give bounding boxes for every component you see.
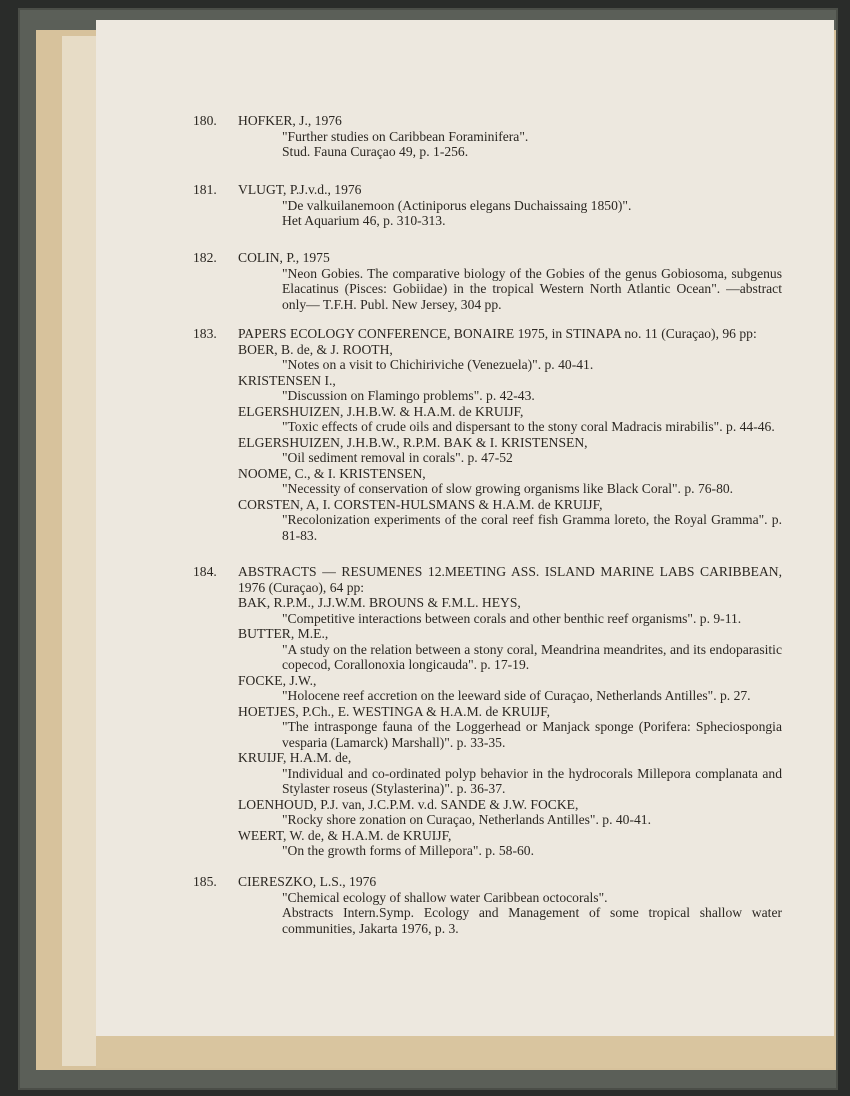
sub-author: BOER, B. de, & J. ROOTH, xyxy=(238,341,393,357)
sub-author: FOCKE, J.W., xyxy=(238,672,317,688)
sub-author: BAK, R.P.M., J.J.W.M. BROUNS & F.M.L. HEYS, xyxy=(238,595,521,610)
entry-line: "De valkuilanemoon (Actiniporus elegans Duchaissaing 1850)". xyxy=(282,197,632,213)
entry-number: 182. xyxy=(193,250,217,265)
sub-author: NOOME, C., & I. KRISTENSEN, xyxy=(238,465,426,481)
entry-heading: CIERESZKO, L.S., 1976 xyxy=(238,874,377,889)
sub-text: "Individual and co-ordinated polyp behavior in the hydrocorals Millepora complanata and Stylaster roseus (Stylasterina)". p. 36-37. xyxy=(282,765,782,796)
sub-author: CORSTEN, A, I. CORSTEN-HULSMANS & H.A.M. de KRUIJF, xyxy=(238,496,603,512)
entry-number: 183. xyxy=(193,326,217,341)
entry-number: 181. xyxy=(193,182,217,197)
sub-text: "The intrasponge fauna of the Loggerhead or Manjack sponge (Porifera: Spheciospongia vesparia (Lamarck) Marshall)". p. 33-35. xyxy=(282,719,782,750)
sub-text: "A study on the relation between a stony coral, Meandrina meandrites, and its endoparasitic copecod, Corallonoxia longicauda". p. 17-19. xyxy=(282,641,782,672)
sub-text: "Discussion on Flamingo problems". p. 42-43. xyxy=(282,388,535,403)
sub-text: "Holocene reef accretion on the leeward side of Curaçao, Netherlands Antilles". p. 27. xyxy=(282,688,751,703)
sub-author: ELGERSHUIZEN, J.H.B.W. & H.A.M. de KRUIJF, xyxy=(238,403,524,419)
sub-text: "Toxic effects of crude oils and dispersant to the stony coral Madracis mirabilis". p. 44-46. xyxy=(282,419,775,434)
entry-line: "Neon Gobies. The comparative biology of the Gobies of the genus Gobiosoma, subgenus Elacatinus (Pisces: Gobiidae) in the tropical Western North Atlantic Ocean". —abstract only— T.F.H. Publ. New Jersey, 304 pp. xyxy=(282,265,782,312)
sub-text: "Recolonization experiments of the coral reef fish Gramma loreto, the Royal Gramma". p. 81-83. xyxy=(282,512,782,543)
sub-text: "Oil sediment removal in corals". p. 47-52 xyxy=(282,450,513,465)
sub-author: ELGERSHUIZEN, J.H.B.W., R.P.M. BAK & I. KRISTENSEN, xyxy=(238,434,588,450)
sub-author: LOENHOUD, P.J. van, J.C.P.M. v.d. SANDE & J.W. FOCKE, xyxy=(238,796,579,812)
sub-author: WEERT, W. de, & H.A.M. de KRUIJF, xyxy=(238,827,452,843)
sub-text: "Competitive interactions between corals and other benthic reef organisms". p. 9-11. xyxy=(282,610,742,626)
page-bottom-strip xyxy=(96,1036,834,1068)
sub-author: KRISTENSEN I., xyxy=(238,372,336,388)
entry-heading: HOFKER, J., 1976 xyxy=(238,113,342,128)
entry-heading: PAPERS ECOLOGY CONFERENCE, BONAIRE 1975, in STINAPA no. 11 (Curaçao), 96 pp: xyxy=(238,326,757,341)
sub-text: "Notes on a visit to Chichiriviche (Venezuela)". p. 40-41. xyxy=(282,357,594,372)
entry-heading: VLUGT, P.J.v.d., 1976 xyxy=(238,182,362,197)
entry-line: Het Aquarium 46, p. 310-313. xyxy=(282,213,446,228)
entry-number: 185. xyxy=(193,874,217,889)
sub-author: HOETJES, P.Ch., E. WESTINGA & H.A.M. de KRUIJF, xyxy=(238,703,551,719)
sub-text: "Necessity of conservation of slow growing organisms like Black Coral". p. 76-80. xyxy=(282,481,734,496)
sub-author: KRUIJF, H.A.M. de, xyxy=(238,750,352,765)
entry-heading: COLIN, P., 1975 xyxy=(238,250,330,265)
entry-line: Abstracts Intern.Symp. Ecology and Management of some tropical shallow water communities, Jakarta 1976, p. 3. xyxy=(282,905,782,936)
entry-line: "Further studies on Caribbean Foraminifera". xyxy=(282,128,529,144)
sub-text: "On the growth forms of Millepora". p. 58-60. xyxy=(282,843,534,858)
entry-line: Stud. Fauna Curaçao 49, p. 1-256. xyxy=(282,144,469,159)
entry-number: 184. xyxy=(193,564,217,579)
entry-line: "Chemical ecology of shallow water Caribbean octocorals". xyxy=(282,889,608,905)
entry-heading: ABSTRACTS — RESUMENES 12.MEETING ASS. ISLAND MARINE LABS CARIBBEAN, 1976 (Curaçao), 64 pp: xyxy=(238,564,782,595)
sub-text: "Rocky shore zonation on Curaçao, Netherlands Antilles". p. 40-41. xyxy=(282,812,651,827)
sub-author: BUTTER, M.E., xyxy=(238,626,329,641)
entry-number: 180. xyxy=(193,113,217,128)
